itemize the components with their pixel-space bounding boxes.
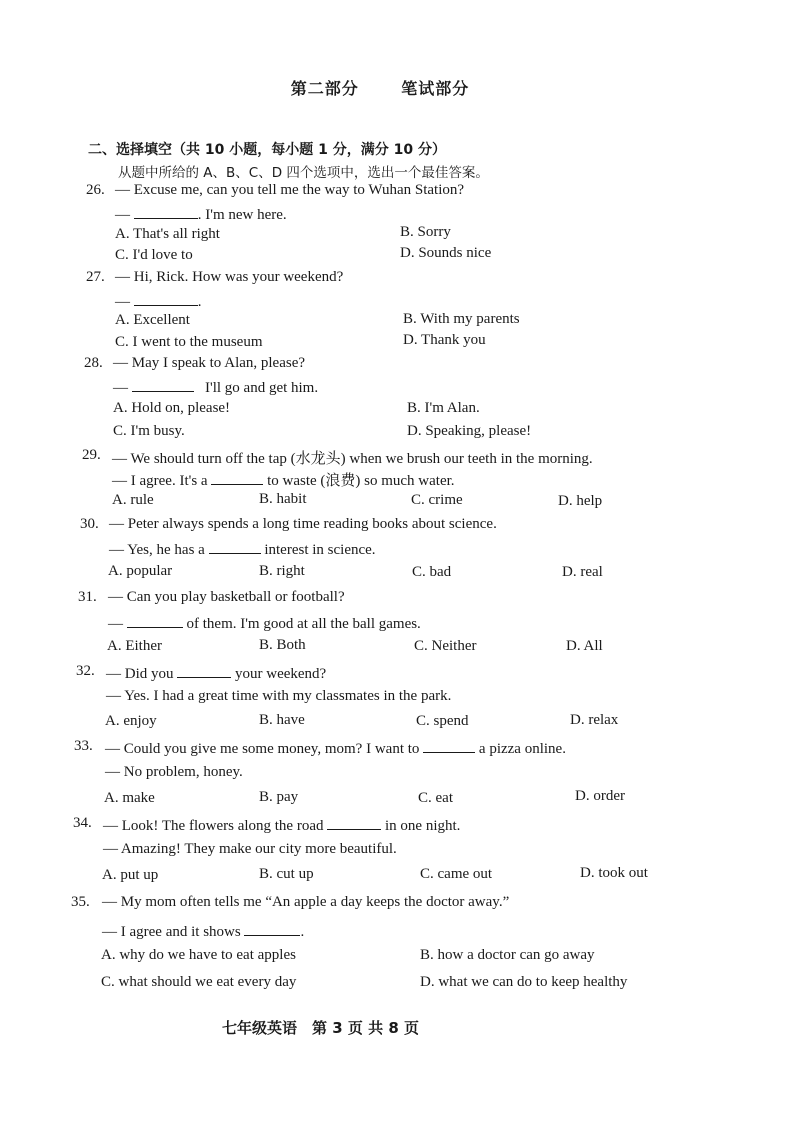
page-footer: 七年级英语 第 3 页 共 8 页 [222,1019,419,1037]
option-c[interactable]: C. what should we eat every day [101,974,297,990]
option-b[interactable]: B. have [259,712,305,728]
option-c[interactable]: C. I went to the museum [115,334,263,350]
question-line-1: — We should turn off the tap (水龙头) when we brush our teeth in the morning. [112,451,593,467]
option-c[interactable]: C. spend [416,713,469,729]
answer-blank[interactable] [211,470,263,485]
answer-blank[interactable] [127,613,183,628]
answer-blank[interactable] [423,738,475,753]
page-title [0,76,760,99]
option-c[interactable]: C. Neither [414,638,477,654]
option-d[interactable]: D. All [566,638,603,654]
question-line-1: — Look! The flowers along the road in one night. [103,815,460,835]
option-b[interactable]: B. right [259,563,305,579]
question-line-1: — Excuse me, can you tell me the way to Wuhan Station? [115,182,465,198]
option-d[interactable]: D. help [558,493,603,509]
question-number: 29. [82,447,101,463]
part-name: 笔试部分 [401,79,470,98]
part-label: 第二部分 [290,79,359,98]
question-number: 32. [76,663,95,679]
answer-blank[interactable] [132,377,194,392]
option-a[interactable]: A. enjoy [105,713,157,729]
option-a[interactable]: A. rule [112,492,154,508]
answer-blank[interactable] [134,291,198,306]
question-line-2: — of them. I'm good at all the ball games. [108,613,421,633]
option-a[interactable]: A. popular [108,563,173,579]
option-b[interactable]: B. cut up [259,866,314,882]
question-number: 26. [86,182,105,198]
question-line-2: — Yes. I had a great time with my classmates in the park. [106,688,452,704]
question-line-1: — My mom often tells me “An apple a day keeps the doctor away.” [102,894,510,910]
question-line-1: — Peter always spends a long time reading books about science. [109,516,497,532]
option-a[interactable]: A. Hold on, please! [113,400,231,416]
option-a[interactable]: A. Either [107,638,162,654]
question-line-1: — Could you give me some money, mom? I want to a pizza online. [105,738,566,758]
answer-blank[interactable] [327,815,381,830]
option-a[interactable]: A. why do we have to eat apples [101,947,296,963]
question-number: 31. [78,589,97,605]
question-line-2: — . I'm new here. [115,204,287,224]
option-c[interactable]: C. bad [412,564,452,580]
option-c[interactable]: C. crime [411,492,463,508]
option-c[interactable]: C. I'd love to [115,247,193,263]
option-b[interactable]: B. Both [259,637,306,653]
question-line-1: — Did you your weekend? [106,663,326,683]
option-d[interactable]: D. took out [580,865,648,881]
option-d[interactable]: D. Sounds nice [400,245,492,261]
question-number: 27. [86,269,105,285]
option-a[interactable]: A. That's all right [115,226,220,242]
option-a[interactable]: A. Excellent [115,312,190,328]
option-c[interactable]: C. eat [418,790,453,806]
question-number: 28. [84,355,103,371]
option-d[interactable]: D. order [575,788,625,804]
option-c[interactable]: C. I'm busy. [113,423,185,439]
question-line-2: — . [115,291,202,311]
question-number: 35. [71,894,90,910]
option-d[interactable]: D. what we can do to keep healthy [420,974,628,990]
option-d[interactable]: D. Thank you [403,332,486,348]
option-d[interactable]: D. real [562,564,603,580]
option-b[interactable]: B. I'm Alan. [407,400,480,416]
answer-blank[interactable] [134,204,198,219]
question-line-2: — I agree and it shows . [102,921,304,941]
question-line-2: — I'll go and get him. [113,377,318,397]
answer-blank[interactable] [177,663,231,678]
section-heading: 二、选择填空（共 10 小题，每小题 1 分，满分 10 分） [88,142,446,158]
option-b[interactable]: B. pay [259,789,299,805]
option-a[interactable]: A. put up [102,867,159,883]
answer-blank[interactable] [244,921,300,936]
option-d[interactable]: D. relax [570,712,619,728]
question-line-1: — Can you play basketball or football? [108,589,345,605]
option-c[interactable]: C. came out [420,866,493,882]
section-instruction: 从题中所给的 A、B、C、D 四个选项中，选出一个最佳答案。 [118,165,489,181]
question-line-2: — Yes, he has a interest in science. [109,539,376,559]
question-number: 30. [80,516,99,532]
question-line-2: — I agree. It's a to waste (浪费) so much water. [112,469,455,490]
question-number: 34. [73,815,92,831]
question-number: 33. [74,738,93,754]
option-b[interactable]: B. With my parents [403,311,520,327]
option-b[interactable]: B. Sorry [400,224,451,240]
option-d[interactable]: D. Speaking, please! [407,423,532,439]
answer-blank[interactable] [209,539,261,554]
question-line-1: — May I speak to Alan, please? [113,355,306,371]
option-b[interactable]: B. habit [259,491,307,507]
question-line-1: — Hi, Rick. How was your weekend? [115,269,344,285]
question-line-2: — Amazing! They make our city more beautiful. [103,841,397,857]
question-line-2: — No problem, honey. [105,764,243,780]
option-a[interactable]: A. make [104,790,155,806]
option-b[interactable]: B. how a doctor can go away [420,947,595,963]
